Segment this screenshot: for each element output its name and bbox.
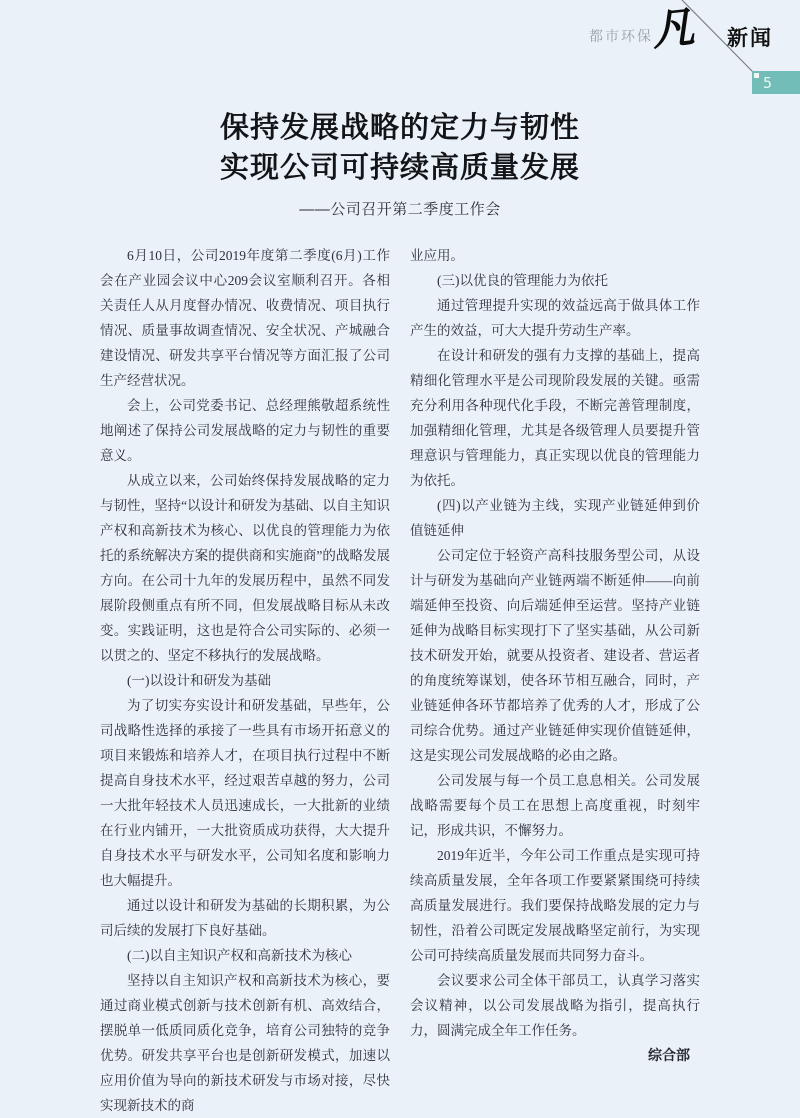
page-number-badge bbox=[752, 71, 800, 94]
brand-logo-glyph: 凡 bbox=[649, 1, 697, 56]
paragraph: 为了切实夯实设计和研发基础，早些年，公司战略性选择的承接了一些具有市场开拓意义的项目来锻炼和培养人才，在项目执行过程中不断提高自身技术水平，经过艰苦卓越的努力，公司一大批年轻技术人员迅速成长，一大批新的业绩在行业内铺开，一大批资质成功获得，大大提升自身技术水平与研发水平，公司知名度和影响力也大幅提升。 bbox=[100, 698, 390, 888]
article-columns bbox=[100, 243, 700, 1118]
paragraph: 通过以设计和研发为基础的长期积累，为公司后续的发展打下良好基础。 bbox=[100, 898, 390, 938]
paragraph: 通过管理提升实现的效益远高于做具体工作产生的效益，可大大提升劳动生产率。 bbox=[410, 298, 700, 338]
paragraph: 2019年近半，今年公司工作重点是实现可持续高质量发展，全年各项工作要紧紧围绕可持续高质量发展进行。我们要保持战略发展的定力与韧性，沿着公司既定发展战略坚定前行，为实现公司可持续高质量发展而共同努力奋斗。 bbox=[410, 848, 700, 963]
paragraph: 公司定位于轻资产高科技服务型公司，从设计与研发为基础向产业链两端不断延伸——向前端延伸至投资、向后端延伸至运营。坚持产业链延伸为战略目标实现打下了坚实基础，从公司新技术研发开始，就要从投资者、建设者、营运者的角度统筹谋划，使各环节相互融合，同时，产业链延伸各环节都培养了优秀的人才，形成了公司综合优势。通过产业链延伸实现价值链延伸，这是实现公司发展战略的必由之路。 bbox=[410, 548, 700, 763]
paragraph: 从成立以来，公司始终保持发展战略的定力与韧性，坚持“以设计和研发为基础、以自主知识产权和高新技术为核心、以优良的管理能力为依托的系统解决方案的提供商和实施商”的战略发展方向。在公司十九年的发展历程中，虽然不同发展阶段侧重点有所不同，但发展战略目标从未改变。实践证明，这也是符合公司实际的、必须一以贯之的、坚定不移执行的发展战略。 bbox=[100, 473, 390, 663]
column-left bbox=[100, 243, 390, 1118]
paragraph: 会议要求公司全体干部员工，认真学习落实会议精神，以公司发展战略为指引，提高执行力，圆满完成全年工作任务。 bbox=[410, 973, 700, 1038]
article-title bbox=[100, 108, 700, 188]
article-title-line2: 实现公司可持续高质量发展 bbox=[219, 152, 580, 184]
column-right bbox=[410, 243, 700, 1118]
section-heading: (三)以优良的管理能力为依托 bbox=[437, 273, 608, 288]
paragraph: 公司发展与每一个员工息息相关。公司发展战略需要每个员工在思想上高度重视，时刻牢记，形成共识，不懈努力。 bbox=[410, 773, 700, 838]
paragraph: 业应用。 bbox=[410, 248, 464, 263]
article bbox=[100, 108, 700, 1118]
section-heading: (四)以产业链为主线，实现产业链延伸到价值链延伸 bbox=[410, 498, 700, 538]
paragraph: 会上，公司党委书记、总经理熊敬超系统性地阐述了保持公司发展战略的定力与韧性的重要意义。 bbox=[100, 398, 390, 463]
article-title-line1: 保持发展战略的定力与韧性 bbox=[219, 112, 580, 144]
header-divider-line bbox=[0, 0, 800, 100]
section-heading: (一)以设计和研发为基础 bbox=[127, 673, 271, 688]
badge-notch bbox=[754, 73, 759, 78]
page-number: 5 bbox=[763, 74, 773, 92]
article-subtitle: ——公司召开第二季度工作会 bbox=[299, 201, 501, 218]
paragraph: 在设计和研发的强有力支撑的基础上，提高精细化管理水平是公司现阶段发展的关键。亟需充分利用各种现代化手段，不断完善管理制度，加强精细化管理，尤其是各级管理人员要提升管理意识与管理能力，真正实现以优良的管理能力为依托。 bbox=[410, 348, 700, 488]
paragraph: 6月10日，公司2019年度第二季度(6月)工作会在产业园会议中心209会议室顺利召开。各相关责任人从月度督办情况、收费情况、项目执行情况、质量事故调查情况、安全状况、产城融合建设情况、研发共享平台情况等方面汇报了公司生产经营状况。 bbox=[100, 248, 390, 388]
section-label: 新闻 bbox=[727, 27, 773, 50]
section-heading: (二)以自主知识产权和高新技术为核心 bbox=[127, 948, 352, 963]
brand-text: 都市环保 bbox=[589, 28, 653, 44]
article-signature: 综合部 bbox=[648, 1047, 690, 1063]
paragraph: 坚持以自主知识产权和高新技术为核心，要通过商业模式创新与技术创新有机、高效结合，摆脱单一低质同质化竞争，培育公司独特的竞争优势。研发共享平台也是创新研发模式，加速以应用价值为导向的新技术研发与市场对接，尽快实现新技术的商 bbox=[100, 973, 390, 1113]
